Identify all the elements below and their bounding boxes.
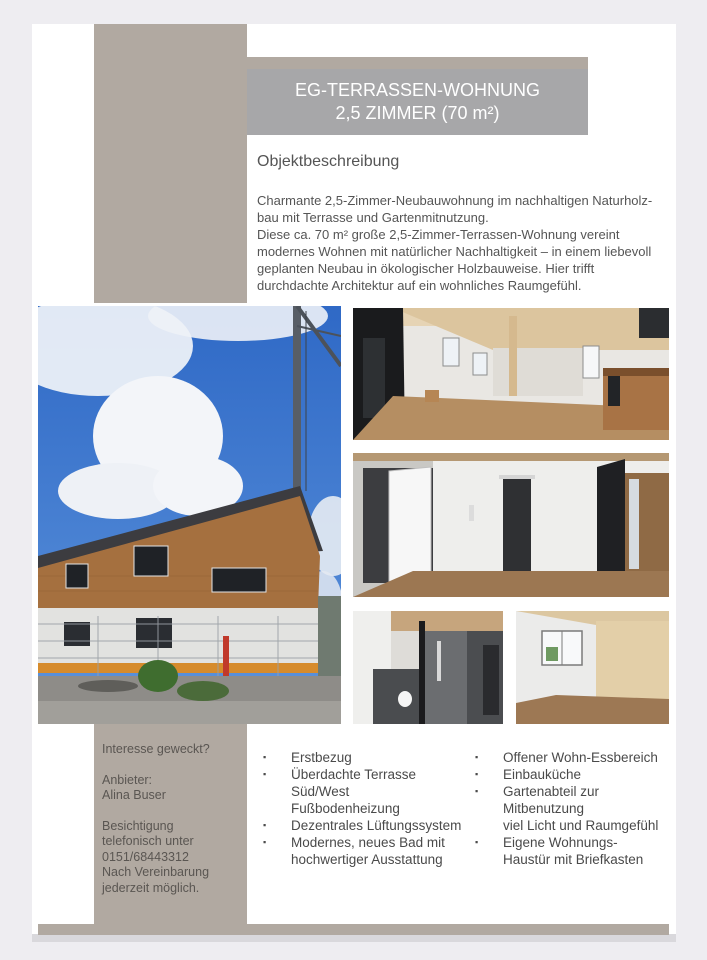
feature-list-left — [263, 749, 473, 868]
feature-text: viel Licht und Raumgefühl — [503, 818, 659, 833]
feature-item — [475, 817, 660, 834]
title-line-2: 2,5 ZIMMER (70 m²) — [335, 103, 500, 123]
bullet-icon: ▪ — [475, 752, 479, 762]
provider-label: Anbieter: — [102, 772, 153, 787]
photo-exterior — [38, 306, 341, 724]
feature-item — [475, 766, 660, 783]
feature-list-right — [475, 749, 660, 868]
photo-bathroom — [353, 611, 503, 724]
bullet-icon: ▪ — [475, 769, 479, 779]
feature-item — [475, 783, 660, 817]
page-shadow — [32, 934, 676, 942]
description-paragraph-2: Diese ca. 70 m² große 2,5-Zimmer-Terrassen-Wohnung vereint modernes Wohnen mit natürlicher Nachhaltigkeit – in einem liebevoll geplanten Neubau in ökologischer Holzbauweise. Hier trifft durchdachte Architektur auf ein wohnliches Raumgefühl. — [257, 227, 652, 293]
interest-text: Interesse geweckt? — [102, 742, 210, 756]
feature-item — [475, 834, 660, 868]
feature-text: Einbauküche — [503, 767, 582, 782]
taupe-accent-block-top — [94, 24, 247, 303]
bullet-icon: ▪ — [475, 786, 479, 796]
bullet-icon: ▪ — [475, 837, 479, 847]
viewing-line-4: jederzeit möglich. — [102, 880, 200, 895]
bullet-icon: ▪ — [263, 820, 267, 830]
feature-item — [475, 749, 660, 766]
viewing-line-2: telefonisch unter — [102, 834, 194, 848]
feature-text: Modernes, neues Bad mit hochwertiger Ausstattung — [291, 835, 445, 867]
feature-text: Offener Wohn-Essbereich — [503, 750, 658, 765]
title-accent-strip — [247, 57, 588, 69]
bullet-icon: ▪ — [263, 837, 267, 847]
viewing-line-3: Nach Vereinbarung — [102, 865, 210, 879]
feature-item — [263, 800, 473, 817]
photo-bedroom — [516, 611, 669, 724]
photo-hallway — [353, 453, 669, 597]
feature-text: Überdachte Terrasse Süd/West — [291, 767, 417, 799]
provider-name: Alina Buser — [102, 788, 166, 802]
title-line-1: EG-TERRASSEN-WOHNUNG — [294, 80, 540, 100]
feature-item — [263, 749, 473, 766]
feature-item — [263, 766, 473, 800]
feature-item — [263, 817, 473, 834]
feature-text: Eigene Wohnungs-Haustür mit Briefkasten — [503, 835, 644, 867]
viewing-line-1: Besichtigung — [102, 818, 174, 833]
bottom-accent-bar — [38, 924, 669, 935]
phone-number[interactable]: 0151/68443312 — [102, 849, 189, 864]
property-description — [257, 192, 657, 294]
photo-open-living-area — [353, 308, 669, 440]
listing-title — [247, 69, 588, 135]
contact-info — [102, 742, 242, 911]
bullet-icon: ▪ — [263, 769, 267, 779]
feature-item — [263, 834, 473, 868]
section-heading: Objektbeschreibung — [257, 153, 400, 170]
feature-text: Dezentrales Lüftungssystem — [291, 818, 462, 833]
feature-text: Gartenabteil zur Mitbenutzung — [503, 784, 600, 816]
description-paragraph-1: Charmante 2,5-Zimmer-Neubauwohnung im nachhaltigen Naturholz-bau mit Terrasse und Gartenmitnutzung. — [257, 193, 653, 225]
bullet-icon: ▪ — [263, 752, 267, 762]
feature-text: Erstbezug — [291, 750, 352, 765]
feature-text: Fußbodenheizung — [291, 801, 400, 816]
